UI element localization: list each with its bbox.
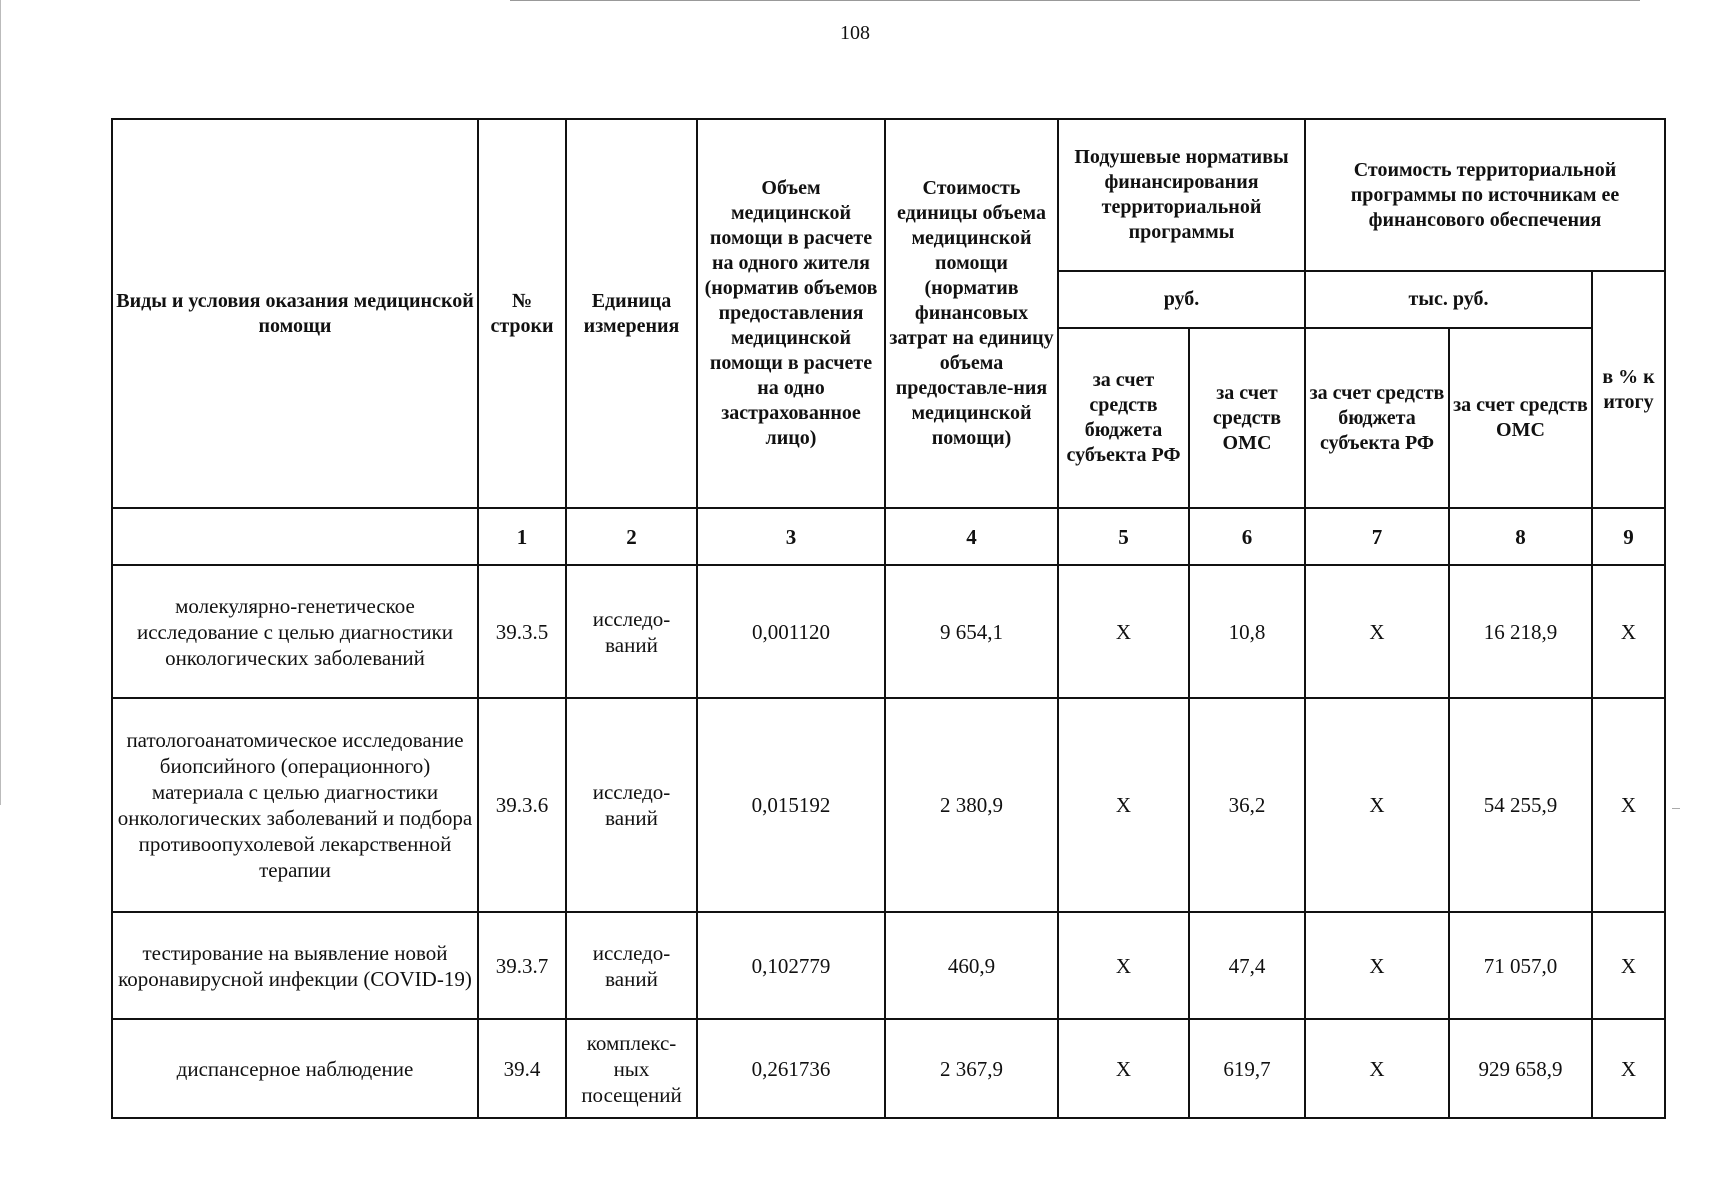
cell-unit: исследо-ваний <box>566 698 697 912</box>
table-row <box>112 912 1665 1019</box>
cell-unit: исследо-ваний <box>566 565 697 698</box>
cell-row-no: 39.3.6 <box>478 698 566 912</box>
cell-percent: X <box>1592 565 1665 698</box>
cell-cost: 9 654,1 <box>885 565 1058 698</box>
left-scan-mark <box>0 0 1 805</box>
cell-oms-rub: 47,4 <box>1189 912 1305 1019</box>
cell-row-no: 39.3.7 <box>478 912 566 1019</box>
cell-oms-rub: 619,7 <box>1189 1019 1305 1118</box>
column-number: 4 <box>885 508 1058 565</box>
column-number-blank <box>112 508 478 565</box>
column-number: 7 <box>1305 508 1449 565</box>
cell-row-no: 39.4 <box>478 1019 566 1118</box>
header-budget-rf-2: за счет средств бюджета субъекта РФ <box>1305 328 1449 508</box>
right-scan-mark <box>1672 808 1680 809</box>
cell-oms-rub: 36,2 <box>1189 698 1305 912</box>
cell-cost: 460,9 <box>885 912 1058 1019</box>
header-kind: Виды и условия оказания медицинской помощи <box>112 119 478 508</box>
cell-unit: комплекс-ных посещений <box>566 1019 697 1118</box>
cell-description: молекулярно-генетическое исследование с целью диагностики онкологических заболеваний <box>112 565 478 698</box>
cell-description: диспансерное наблюдение <box>112 1019 478 1118</box>
cell-row-no: 39.3.5 <box>478 565 566 698</box>
cell-cost: 2 380,9 <box>885 698 1058 912</box>
column-number: 8 <box>1449 508 1592 565</box>
cell-oms-thous: 929 658,9 <box>1449 1019 1592 1118</box>
column-number: 3 <box>697 508 885 565</box>
cell-budget-rub: X <box>1058 698 1189 912</box>
cell-budget-rub: X <box>1058 912 1189 1019</box>
header-volume: Объем медицинской помощи в расчете на одного жителя (норматив объемов предоставления медицинской помощи в расчете на одно застрахованное лицо) <box>697 119 885 508</box>
cell-percent: X <box>1592 1019 1665 1118</box>
cell-cost: 2 367,9 <box>885 1019 1058 1118</box>
cell-description: тестирование на выявление новой коронавирусной инфекции (COVID-19) <box>112 912 478 1019</box>
column-number: 9 <box>1592 508 1665 565</box>
cell-budget-thous: X <box>1305 565 1449 698</box>
cell-oms-thous: 54 255,9 <box>1449 698 1592 912</box>
cell-unit: исследо-ваний <box>566 912 697 1019</box>
cell-budget-rub: X <box>1058 1019 1189 1118</box>
table-row <box>112 565 1665 698</box>
header-thous-rub: тыс. руб. <box>1305 271 1592 328</box>
header-rub: руб. <box>1058 271 1305 328</box>
financing-table <box>111 118 1666 1119</box>
cell-volume: 0,102779 <box>697 912 885 1019</box>
header-row-no: № строки <box>478 119 566 508</box>
cell-budget-thous: X <box>1305 698 1449 912</box>
header-budget-rf: за счет средств бюджета субъекта РФ <box>1058 328 1189 508</box>
table-row <box>112 1019 1665 1118</box>
header-program-cost: Стоимость территориальной программы по источникам ее финансового обеспечения <box>1305 119 1665 271</box>
column-number-row <box>112 508 1665 565</box>
cell-percent: X <box>1592 698 1665 912</box>
cell-oms-rub: 10,8 <box>1189 565 1305 698</box>
cell-percent: X <box>1592 912 1665 1019</box>
column-number: 1 <box>478 508 566 565</box>
top-scan-line <box>510 0 1640 1</box>
cell-description: патологоанатомическое исследование биопсийного (операционного) материала с целью диагностики онкологических заболеваний и подбора противоопухолевой лекарственной терапии <box>112 698 478 912</box>
header-cost: Стоимость единицы объема медицинской помощи (норматив финансовых затрат на единицу объема предоставле-ния медицинской помощи) <box>885 119 1058 508</box>
cell-oms-thous: 71 057,0 <box>1449 912 1592 1019</box>
cell-budget-rub: X <box>1058 565 1189 698</box>
column-number: 2 <box>566 508 697 565</box>
column-number: 6 <box>1189 508 1305 565</box>
cell-volume: 0,015192 <box>697 698 885 912</box>
header-per-capita: Подушевые нормативы финансирования территориальной программы <box>1058 119 1305 271</box>
page-number: 108 <box>840 22 870 44</box>
header-oms-2: за счет средств ОМС <box>1449 328 1592 508</box>
column-number: 5 <box>1058 508 1189 565</box>
header-oms: за счет средств ОМС <box>1189 328 1305 508</box>
cell-budget-thous: X <box>1305 1019 1449 1118</box>
header-percent: в % к итогу <box>1592 271 1665 508</box>
cell-oms-thous: 16 218,9 <box>1449 565 1592 698</box>
table-row <box>112 698 1665 912</box>
header-unit: Единица измерения <box>566 119 697 508</box>
cell-volume: 0,261736 <box>697 1019 885 1118</box>
cell-volume: 0,001120 <box>697 565 885 698</box>
cell-budget-thous: X <box>1305 912 1449 1019</box>
